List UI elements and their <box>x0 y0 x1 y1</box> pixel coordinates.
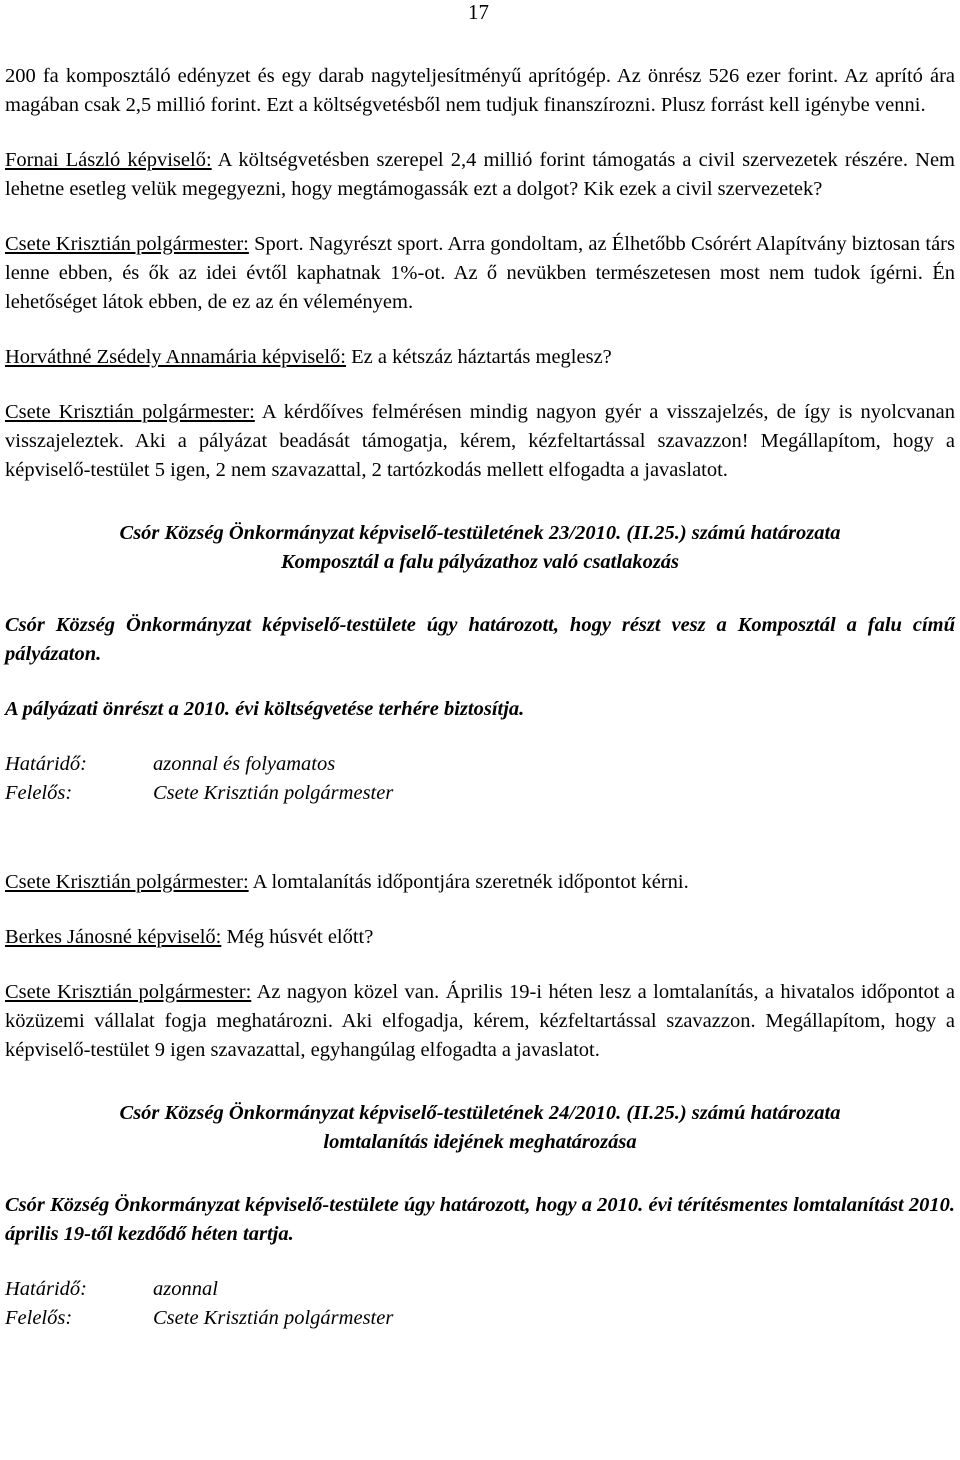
responsible-label: Felelős: <box>5 782 73 804</box>
resolution-body-2: A pályázati önrészt a 2010. évi költségvetése terhére biztosítja. <box>5 698 525 720</box>
responsible-row <box>5 779 955 808</box>
speech-text: Az nagyon közel van. Április 19-i héten lesz a lomtalanítás, a hivatalos időpontot a közüzemi vállalat fogja meghatározni. Aki elfogadja, kérem, kézfeltartással szavazzon. Megállapítom, hogy a képviselő-testület 9 igen szavazattal, egyhangúlag elfogadta a javaslatot. <box>5 981 955 1061</box>
paragraph-csete-2 <box>5 398 955 485</box>
deadline-row <box>5 750 955 779</box>
deadline-label: Határidő: <box>5 1278 87 1300</box>
deadline-value: azonnal és folyamatos <box>153 753 336 775</box>
resolution-24 <box>5 1099 955 1333</box>
paragraph-csete-4 <box>5 978 955 1065</box>
paragraph-1: 200 fa komposztáló edényzet és egy darab nagyteljesítményű aprítógép. Az önrész 526 ezer forint. Az aprító ára magában csak 2,5 millió forint. Ezt a költségvetésből nem tudjuk finanszírozni. Plusz forrást kell igénybe venni. <box>5 65 955 116</box>
resolution-title: Csór Község Önkormányzat képviselő-testületének 24/2010. (II.25.) számú határozata <box>119 1102 841 1124</box>
responsible-label: Felelős: <box>5 1307 73 1329</box>
speech-text: A lomtalanítás időpontjára szeretnék időpontot kérni. <box>248 871 689 893</box>
paragraph-csete-1 <box>5 230 955 317</box>
paragraph-berkes <box>5 923 955 952</box>
responsible-row <box>5 1304 955 1333</box>
deadline-value: azonnal <box>153 1278 218 1300</box>
speaker-name: Fornai László képviselő: <box>5 149 212 171</box>
speaker-name: Horváthné Zsédely Annamária képviselő: <box>5 346 346 368</box>
deadline-row <box>5 1275 955 1304</box>
resolution-body: Csór Község Önkormányzat képviselő-testülete úgy határozott, hogy a 2010. évi térítésmentes lomtalanítást 2010. április 19-től kezdődő héten tartja. <box>5 1194 955 1245</box>
resolution-title: Csór Község Önkormányzat képviselő-testületének 23/2010. (II.25.) számú határozata <box>119 522 841 544</box>
speaker-name: Csete Krisztián polgármester: <box>5 233 249 255</box>
responsible-value: Csete Krisztián polgármester <box>153 1307 394 1329</box>
document-body <box>5 62 955 1333</box>
speaker-name: Csete Krisztián polgármester: <box>5 871 249 893</box>
speaker-name: Csete Krisztián polgármester: <box>5 401 255 423</box>
paragraph-horvathne <box>5 343 955 372</box>
speaker-name: Csete Krisztián polgármester: <box>5 981 252 1003</box>
speech-text: Még húsvét előtt? <box>221 926 374 948</box>
speech-text: A kérdőíves felmérésen mindig nagyon gyér a visszajelzés, de így is nyolcvanan visszajeleztek. Aki a pályázat beadását támogatja, kérem, kézfeltartással szavazzon! Megállapítom, hogy a képviselő-testület 5 igen, 2 nem szavazattal, 2 tartózkodás mellett elfogadta a javaslatot. <box>5 401 955 481</box>
resolution-subtitle: lomtalanítás idejének meghatározása <box>323 1131 637 1153</box>
speech-text: Sport. Nagyrészt sport. Arra gondoltam, az Élhetőbb Csórért Alapítvány biztosan társ lenne ebben, és ők az idei évtől kaphatnak 1%-ot. Az ő nevükben természetesen most nem tudok ígérni. Én lehetőséget látok ebben, de ez az én véleményem. <box>5 233 955 313</box>
resolution-body: Csór Község Önkormányzat képviselő-testülete úgy határozott, hogy részt vesz a Komposztál a falu című pályázaton. <box>5 614 955 665</box>
deadline-label: Határidő: <box>5 753 87 775</box>
resolution-subtitle: Komposztál a falu pályázathoz való csatlakozás <box>280 551 680 573</box>
responsible-value: Csete Krisztián polgármester <box>153 782 394 804</box>
speech-text: A költségvetésben szerepel 2,4 millió forint támogatás a civil szervezetek részére. Nem lehetne esetleg velük megegyezni, hogy megtámogassák ezt a dolgot? Kik ezek a civil szervezetek? <box>5 149 955 200</box>
speaker-name: Berkes Jánosné képviselő: <box>5 926 222 948</box>
speech-text: Ez a kétszáz háztartás meglesz? <box>346 346 612 368</box>
paragraph-csete-3 <box>5 868 955 897</box>
resolution-23 <box>5 519 955 808</box>
page-number: 17 <box>468 0 489 24</box>
paragraph-fornai <box>5 146 955 204</box>
